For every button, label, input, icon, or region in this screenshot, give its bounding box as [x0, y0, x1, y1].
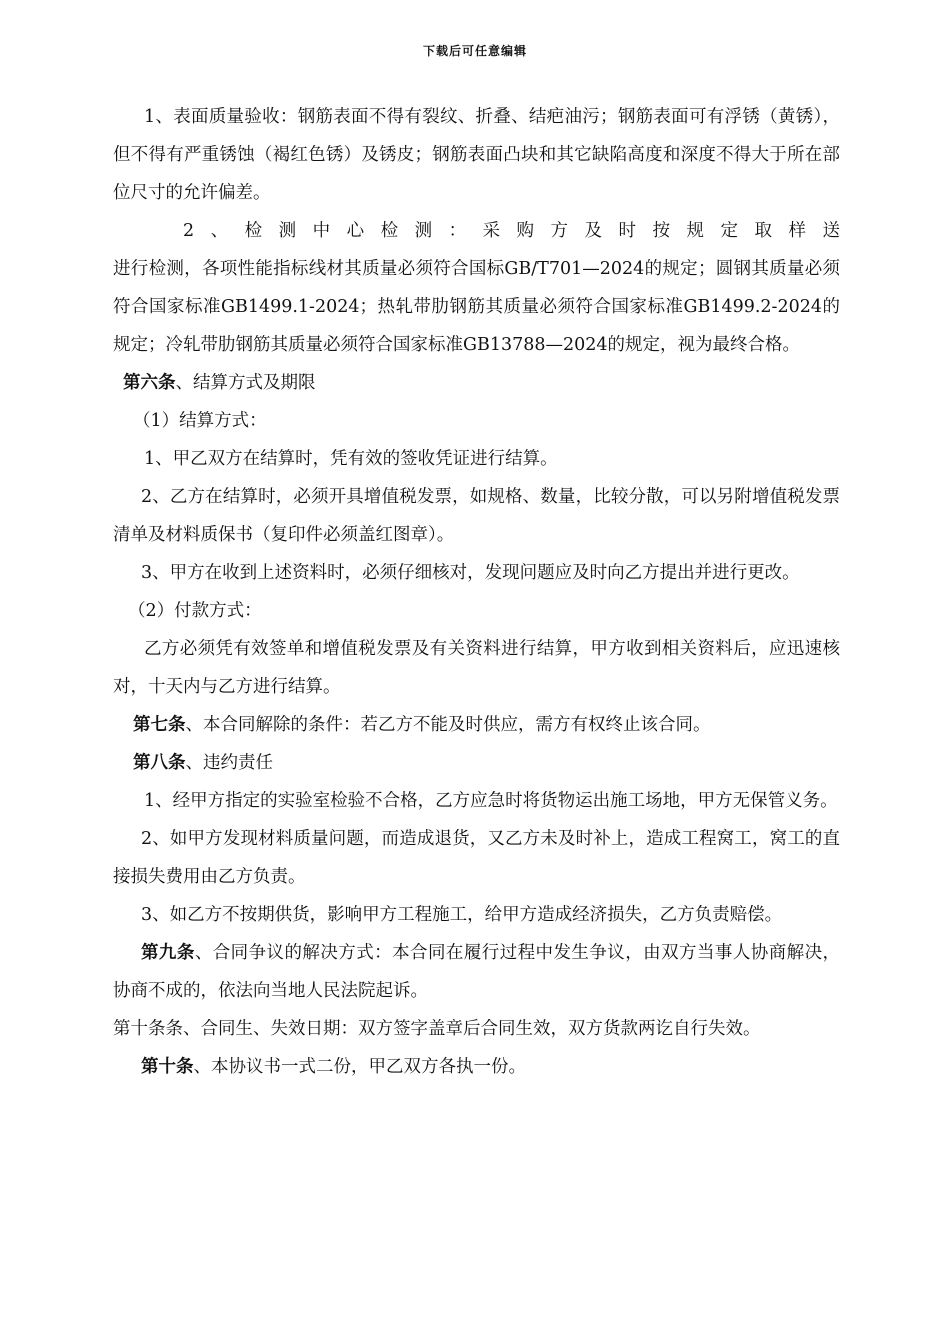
page-header: 下载后可任意编辑 [422, 44, 527, 58]
article-10-validity: 第十条条、合同生、失效日期：双方签字盖章后合同生效，双方货款两讫自行失效。 [113, 1019, 761, 1039]
surface-quality-paragraph: 1、表面质量验收：钢筋表面不得有裂纹、折叠、结疤油污；钢筋表面可有浮锈（黄锈），但不得有严重锈蚀（褐红色锈）及锈皮；钢筋表面凸块和其它缺陷高度和深度不得大于所在部位尺寸的允许偏差。 [113, 107, 840, 203]
article-6-heading [113, 364, 840, 402]
article-7 [113, 706, 840, 744]
article-6-label: 第六条 [123, 373, 176, 393]
settlement-item-1: 1、甲乙双方在结算时，凭有效的签收凭证进行结算。 [144, 449, 558, 469]
document-body [113, 98, 840, 1086]
article-8-label: 第八条 [133, 753, 186, 773]
liability-item-1: 1、经甲方指定的实验室检验不合格，乙方应急时将货物运出施工场地，甲方无保管义务。 [144, 791, 838, 811]
article-7-label: 第七条 [133, 715, 186, 735]
liability-item-2: 2、如甲方发现材料质量问题，而造成退货，又乙方未及时补上，造成工程窝工，窝工的直接损失费用由乙方负责。 [113, 829, 840, 887]
article-8-heading [113, 744, 840, 782]
article-7-text: 、本合同解除的条件：若乙方不能及时供应，需方有权终止该合同。 [185, 715, 711, 735]
article-10-label: 第十条 [141, 1057, 194, 1077]
liability-item-3: 3、如乙方不按期供货，影响甲方工程施工，给甲方造成经济损失，乙方负责赔偿。 [141, 905, 783, 925]
testing-center-paragraph-line1: 2、检测中心检测：采购方及时按规定取样送 [183, 221, 840, 241]
article-8-title: 、违约责任 [185, 753, 273, 773]
settlement-item-3: 3、甲方在收到上述资料时，必须仔细核对，发现问题应及时向乙方提出并进行更改。 [141, 563, 800, 583]
article-10 [113, 1048, 840, 1086]
article-9-label: 第九条 [141, 943, 195, 963]
article-10-text: 、本协议书一式二份，甲乙双方各执一份。 [193, 1057, 526, 1077]
payment-method-text: 乙方必须凭有效签单和增值税发票及有关资料进行结算，甲方收到相关资料后，应迅速核对，十天内与乙方进行结算。 [113, 639, 840, 697]
settlement-method-heading: （1）结算方式： [133, 411, 267, 431]
article-9-text: 、合同争议的解决方式：本合同在履行过程中发生争议，由双方当事人协商解决，协商不成的，依法向当地人民法院起诉。 [113, 943, 841, 1001]
article-6-title: 、结算方式及期限 [175, 373, 316, 393]
testing-center-paragraph: 进行检测，各项性能指标线材其质量必须符合国标GB/T701—2024的规定；圆钢其质量必须符合国家标准GB1499.1-2024；热轧带肋钢筋其质量必须符合国家标准GB1499.2-2024的规定；冷轧带肋钢筋其质量必须符合国家标准GB13788—2024的规定，视为最终合格。 [113, 259, 840, 355]
article-9 [113, 934, 840, 1010]
payment-method-heading: （2）付款方式： [128, 601, 262, 621]
settlement-item-2: 2、乙方在结算时，必须开具增值税发票，如规格、数量，比较分散，可以另附增值税发票清单及材料质保书（复印件必须盖红图章）。 [113, 487, 840, 545]
